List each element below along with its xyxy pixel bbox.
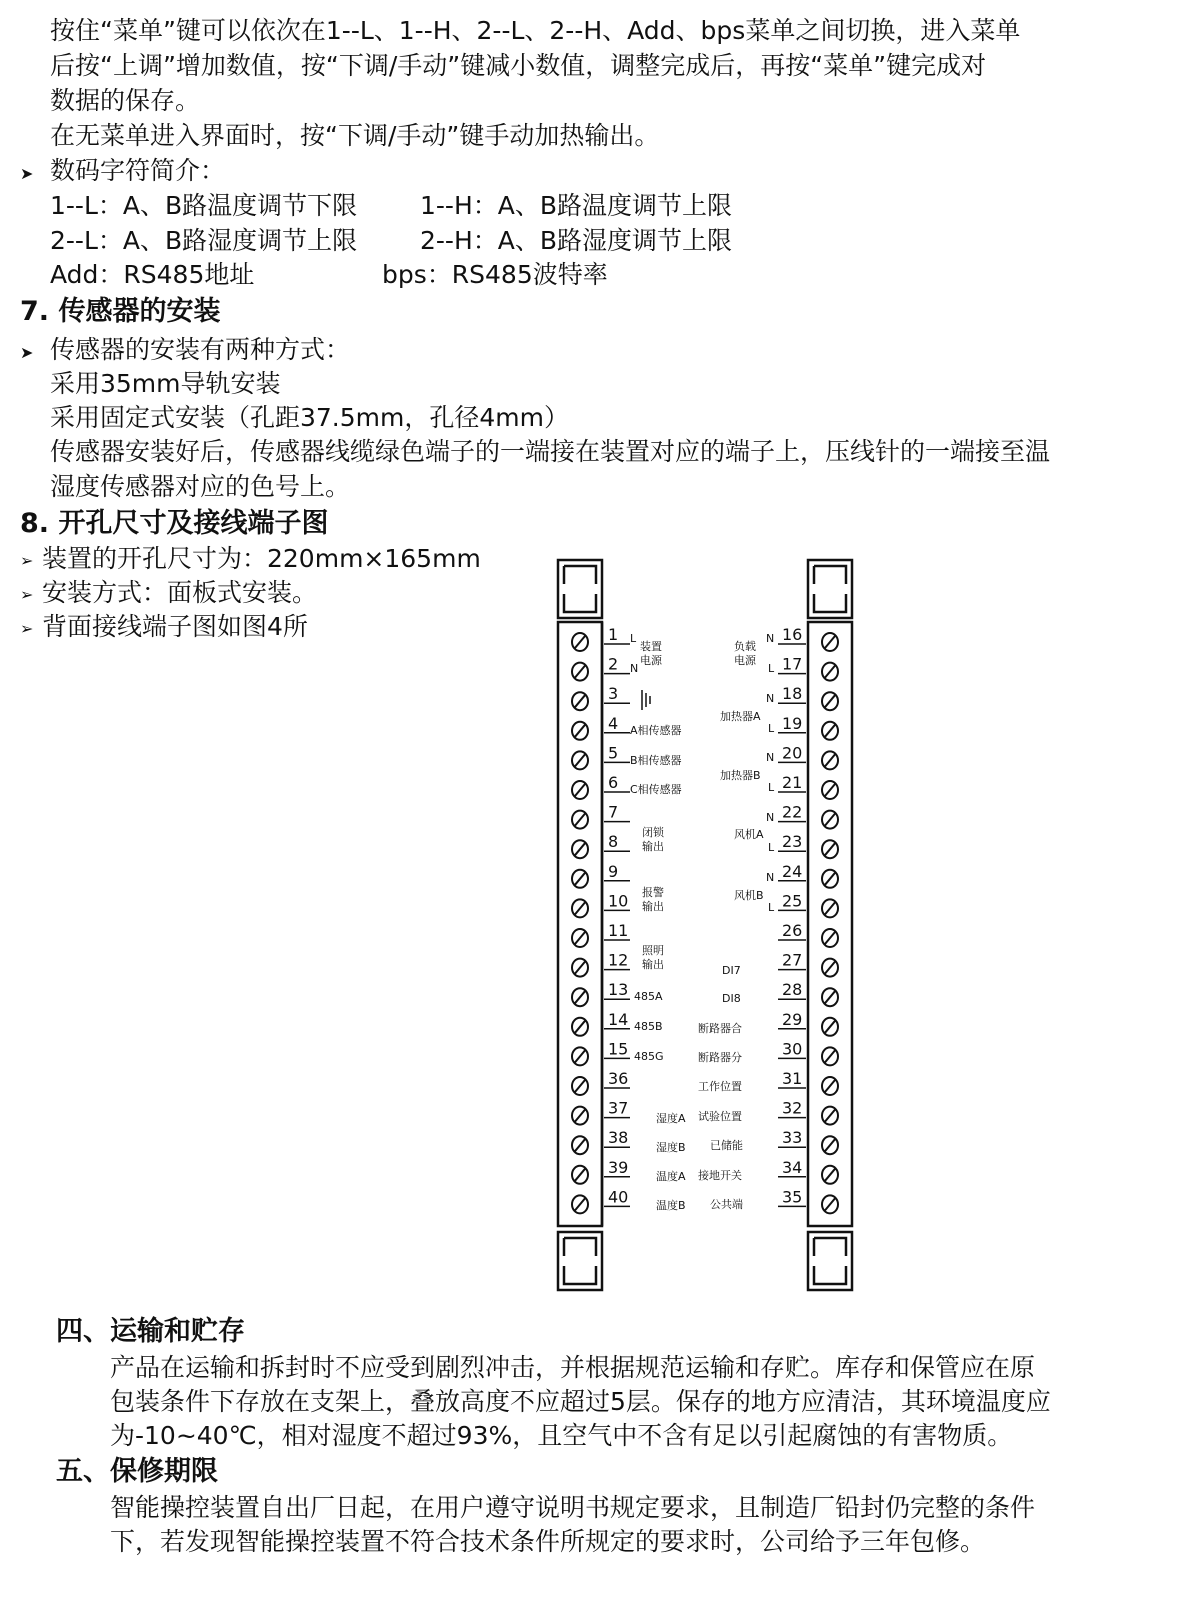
light-output-label-top: 照明 bbox=[642, 944, 664, 957]
terminal-25-l: L bbox=[768, 901, 775, 914]
terminal-screw-left-14-slot bbox=[575, 1021, 585, 1033]
b-phase-sensor-label: B相传感器 bbox=[630, 754, 682, 767]
alarm-output-label-bottom: 输出 bbox=[642, 900, 664, 913]
terminal-screw-right-31-slot bbox=[825, 1080, 835, 1092]
terminal-24-n: N bbox=[766, 871, 775, 884]
terminal-number-25: 25 bbox=[782, 891, 803, 911]
terminal-screw-right-16-slot bbox=[825, 636, 835, 648]
code-2l: 2--L：A、B路湿度调节上限 bbox=[50, 226, 358, 255]
terminal-screw-right-24-slot bbox=[825, 873, 835, 885]
terminal-20-n: N bbox=[766, 751, 775, 764]
arrow-bullet-icon: ➢ bbox=[20, 585, 34, 604]
load-power-label-bottom: 电源 bbox=[734, 654, 756, 667]
sec7-line-1: 传感器的安装有两种方式： bbox=[50, 335, 351, 364]
terminal-number-24: 24 bbox=[782, 861, 803, 881]
breaker-open-label: 断路器分 bbox=[698, 1051, 742, 1064]
di7-label: DI7 bbox=[722, 964, 741, 977]
terminal-screw-right-35-slot bbox=[825, 1198, 835, 1210]
common-terminal-label: 公共端 bbox=[710, 1198, 743, 1211]
terminal-number-4: 4 bbox=[608, 713, 619, 733]
sec8-line-2: 安装方式：面板式安装。 bbox=[42, 578, 318, 607]
sec8-line-1: 装置的开孔尺寸为：220mm×165mm bbox=[42, 544, 481, 573]
terminal-screw-right-20-slot bbox=[825, 754, 835, 766]
terminal-number-37: 37 bbox=[608, 1098, 629, 1118]
load-power-label-top: 负载 bbox=[734, 640, 756, 653]
terminal-16-n: N bbox=[766, 632, 775, 645]
terminal-screw-left-37-slot bbox=[575, 1110, 585, 1122]
terminal-number-7: 7 bbox=[608, 802, 619, 822]
terminal-19-l: L bbox=[768, 722, 775, 735]
terminal-screw-right-23-slot bbox=[825, 843, 835, 855]
terminal-screw-left-11-slot bbox=[575, 932, 585, 944]
terminal-screw-left-38-slot bbox=[575, 1139, 585, 1151]
terminal-wiring-diagram bbox=[540, 550, 870, 1300]
sec7-line-4: 传感器安装好后，传感器线缆绿色端子的一端接在装置对应的端子上，压线针的一端接至温 bbox=[50, 437, 1051, 466]
breaker-close-label: 断路器合 bbox=[698, 1022, 742, 1035]
rs485g-label: 485G bbox=[634, 1050, 664, 1063]
terminal-number-27: 27 bbox=[782, 950, 803, 970]
terminal-number-28: 28 bbox=[782, 980, 803, 1000]
menu-paragraph-line-2: 后按“上调”增加数值，按“下调/手动”键减小数值，调整完成后，再按“菜单”键完成对 bbox=[50, 51, 987, 80]
terminal-screw-right-33-slot bbox=[825, 1139, 835, 1151]
terminal-screw-right-34-slot bbox=[825, 1169, 835, 1181]
terminal-number-22: 22 bbox=[782, 802, 803, 822]
arrow-bullet-icon: ➢ bbox=[20, 619, 34, 638]
sec7-line-5: 湿度传感器对应的色号上。 bbox=[50, 472, 351, 501]
terminal-number-36: 36 bbox=[608, 1069, 629, 1088]
terminal-number-18: 18 bbox=[782, 684, 803, 704]
terminal-screw-right-21-slot bbox=[825, 784, 835, 796]
terminal-number-39: 39 bbox=[608, 1157, 629, 1177]
terminal-number-17: 17 bbox=[782, 654, 803, 674]
sec4-line-1: 产品在运输和拆封时不应受到剧烈冲击，并根据规范运输和存贮。库存和保管应在原 bbox=[110, 1353, 1036, 1382]
menu-paragraph-line-3: 数据的保存。 bbox=[50, 86, 201, 115]
terminal-screw-left-39-slot bbox=[575, 1169, 585, 1181]
humidity-b-label: 湿度B bbox=[656, 1141, 686, 1154]
terminal-number-8: 8 bbox=[608, 832, 619, 852]
sec5-line-1: 智能操控装置自出厂日起，在用户遵守说明书规定要求，且制造厂铅封仍完整的条件 bbox=[110, 1493, 1036, 1522]
terminal-screw-left-10-slot bbox=[575, 902, 585, 914]
terminal-screw-left-8-slot bbox=[575, 843, 585, 855]
terminal-screw-left-3-slot bbox=[575, 695, 585, 707]
heater-b-label: 加热器B bbox=[720, 769, 761, 782]
rs485b-label: 485B bbox=[634, 1020, 663, 1033]
terminal-number-32: 32 bbox=[782, 1098, 803, 1118]
terminal-screw-left-1-slot bbox=[575, 636, 585, 648]
sec7-line-3: 采用固定式安装（孔距37.5mm，孔径4mm） bbox=[50, 403, 569, 432]
arrow-bullet-icon: ➤ bbox=[20, 343, 34, 362]
di8-label: DI8 bbox=[722, 992, 741, 1005]
terminal-23-l: L bbox=[768, 841, 775, 854]
terminal-number-15: 15 bbox=[608, 1039, 629, 1059]
terminal-screw-left-40-slot bbox=[575, 1198, 585, 1210]
sec5-line-2: 下，若发现智能操控装置不符合技术条件所规定的要求时，公司给予三年包修。 bbox=[110, 1527, 986, 1556]
terminal-number-1: 1 bbox=[608, 625, 619, 644]
section-8-title: 8. 开孔尺寸及接线端子图 bbox=[20, 508, 329, 539]
a-phase-sensor-label: A相传感器 bbox=[630, 724, 682, 737]
terminal-screw-left-13-slot bbox=[575, 991, 585, 1003]
terminal-number-9: 9 bbox=[608, 861, 619, 881]
section-5-title: 五、保修期限 bbox=[56, 1456, 218, 1487]
terminal-number-30: 30 bbox=[782, 1039, 803, 1059]
terminal-number-5: 5 bbox=[608, 743, 619, 763]
terminal-number-16: 16 bbox=[782, 625, 803, 644]
section-7-title: 7. 传感器的安装 bbox=[20, 296, 221, 327]
terminal-screw-right-19-slot bbox=[825, 725, 835, 737]
sec7-line-2: 采用35mm导轨安装 bbox=[50, 369, 281, 398]
manual-heat-note: 在无菜单进入界面时，按“下调/手动”键手动加热输出。 bbox=[50, 121, 660, 150]
terminal-number-34: 34 bbox=[782, 1157, 803, 1177]
codes-intro: 数码字符简介： bbox=[50, 156, 226, 185]
terminal-number-31: 31 bbox=[782, 1069, 803, 1088]
terminal-screw-left-36-slot bbox=[575, 1080, 585, 1092]
terminal-screw-left-9-slot bbox=[575, 873, 585, 885]
lock-output-label-bottom: 输出 bbox=[642, 840, 664, 853]
terminal-screw-right-28-slot bbox=[825, 991, 835, 1003]
section-4-title: 四、运输和贮存 bbox=[56, 1316, 245, 1347]
terminal-number-13: 13 bbox=[608, 980, 629, 1000]
fan-b-label: 风机B bbox=[734, 889, 764, 902]
terminal-number-35: 35 bbox=[782, 1187, 803, 1207]
energy-stored-label: 已储能 bbox=[710, 1139, 743, 1152]
terminal-screw-left-2-slot bbox=[575, 666, 585, 678]
terminal-screw-right-32-slot bbox=[825, 1110, 835, 1122]
terminal-18-n: N bbox=[766, 692, 775, 705]
fan-a-label: 风机A bbox=[734, 828, 764, 841]
terminal-screw-left-7-slot bbox=[575, 814, 585, 826]
humidity-a-label: 湿度A bbox=[656, 1112, 686, 1125]
terminal-number-40: 40 bbox=[608, 1187, 629, 1207]
work-position-label: 工作位置 bbox=[698, 1080, 742, 1093]
rs485a-label: 485A bbox=[634, 990, 663, 1003]
terminal-screw-right-27-slot bbox=[825, 962, 835, 974]
code-add: Add：RS485地址 bbox=[50, 260, 255, 289]
arrow-bullet-icon: ➤ bbox=[20, 164, 34, 183]
terminal-number-11: 11 bbox=[608, 921, 629, 940]
terminal-number-14: 14 bbox=[608, 1009, 629, 1029]
lock-output-label-top: 闭锁 bbox=[642, 826, 664, 839]
terminal-screw-left-6-slot bbox=[575, 784, 585, 796]
terminal-screw-left-15-slot bbox=[575, 1050, 585, 1062]
device-power-label-bottom: 电源 bbox=[640, 654, 662, 667]
terminal-number-10: 10 bbox=[608, 891, 629, 911]
terminal-number-2: 2 bbox=[608, 654, 619, 674]
code-2h: 2--H：A、B路湿度调节上限 bbox=[420, 226, 733, 255]
terminal-screw-right-30-slot bbox=[825, 1050, 835, 1062]
terminal-screw-right-22-slot bbox=[825, 814, 835, 826]
terminal-number-26: 26 bbox=[782, 921, 803, 940]
terminal-screw-left-12-slot bbox=[575, 962, 585, 974]
terminal-number-38: 38 bbox=[608, 1128, 629, 1148]
terminal-screw-left-4-slot bbox=[575, 725, 585, 737]
sec8-line-3: 背面接线端子图如图4所 bbox=[42, 612, 308, 641]
terminal-1-l: L bbox=[630, 632, 637, 645]
terminal-number-12: 12 bbox=[608, 950, 629, 970]
alarm-output-label-top: 报警 bbox=[642, 886, 664, 899]
terminal-screw-right-18-slot bbox=[825, 695, 835, 707]
sec4-line-3: 为-10~40℃，相对湿度不超过93%，且空气中不含有足以引起腐蚀的有害物质。 bbox=[110, 1421, 1013, 1450]
terminal-number-21: 21 bbox=[782, 773, 803, 792]
code-1l: 1--L：A、B路温度调节下限 bbox=[50, 191, 358, 220]
terminal-number-29: 29 bbox=[782, 1009, 803, 1029]
terminal-screw-left-5-slot bbox=[575, 754, 585, 766]
c-phase-sensor-label: C相传感器 bbox=[630, 783, 682, 796]
device-power-label-top: 装置 bbox=[640, 640, 662, 653]
grounding-switch-label: 接地开关 bbox=[698, 1169, 742, 1182]
terminal-22-n: N bbox=[766, 811, 775, 824]
arrow-bullet-icon: ➢ bbox=[20, 551, 34, 570]
terminal-number-19: 19 bbox=[782, 713, 803, 733]
ground-symbol-icon bbox=[642, 690, 650, 710]
terminal-screw-right-17-slot bbox=[825, 666, 835, 678]
temperature-a-label: 温度A bbox=[656, 1170, 686, 1183]
terminal-screw-right-29-slot bbox=[825, 1021, 835, 1033]
code-1h: 1--H：A、B路温度调节上限 bbox=[420, 191, 733, 220]
terminal-screw-right-25-slot bbox=[825, 902, 835, 914]
light-output-label-bottom: 输出 bbox=[642, 958, 664, 971]
temperature-b-label: 温度B bbox=[656, 1199, 686, 1212]
heater-a-label: 加热器A bbox=[720, 710, 761, 723]
terminal-number-23: 23 bbox=[782, 832, 803, 852]
terminal-17-l: L bbox=[768, 662, 775, 675]
terminal-number-33: 33 bbox=[782, 1128, 803, 1148]
code-bps: bps：RS485波特率 bbox=[382, 260, 608, 289]
terminal-21-l: L bbox=[768, 781, 775, 794]
menu-paragraph-line-1: 按住“菜单”键可以依次在1--L、1--H、2--L、2--H、Add、bps菜单之间切换，进入菜单 bbox=[50, 16, 1021, 45]
terminal-number-20: 20 bbox=[782, 743, 803, 763]
terminal-2-n: N bbox=[630, 662, 639, 675]
test-position-label: 试验位置 bbox=[698, 1110, 742, 1123]
sec4-line-2: 包装条件下存放在支架上，叠放高度不应超过5层。保存的地方应清洁，其环境温度应 bbox=[110, 1387, 1051, 1416]
terminal-screw-right-26-slot bbox=[825, 932, 835, 944]
terminal-number-6: 6 bbox=[608, 773, 619, 792]
terminal-number-3: 3 bbox=[608, 684, 619, 704]
